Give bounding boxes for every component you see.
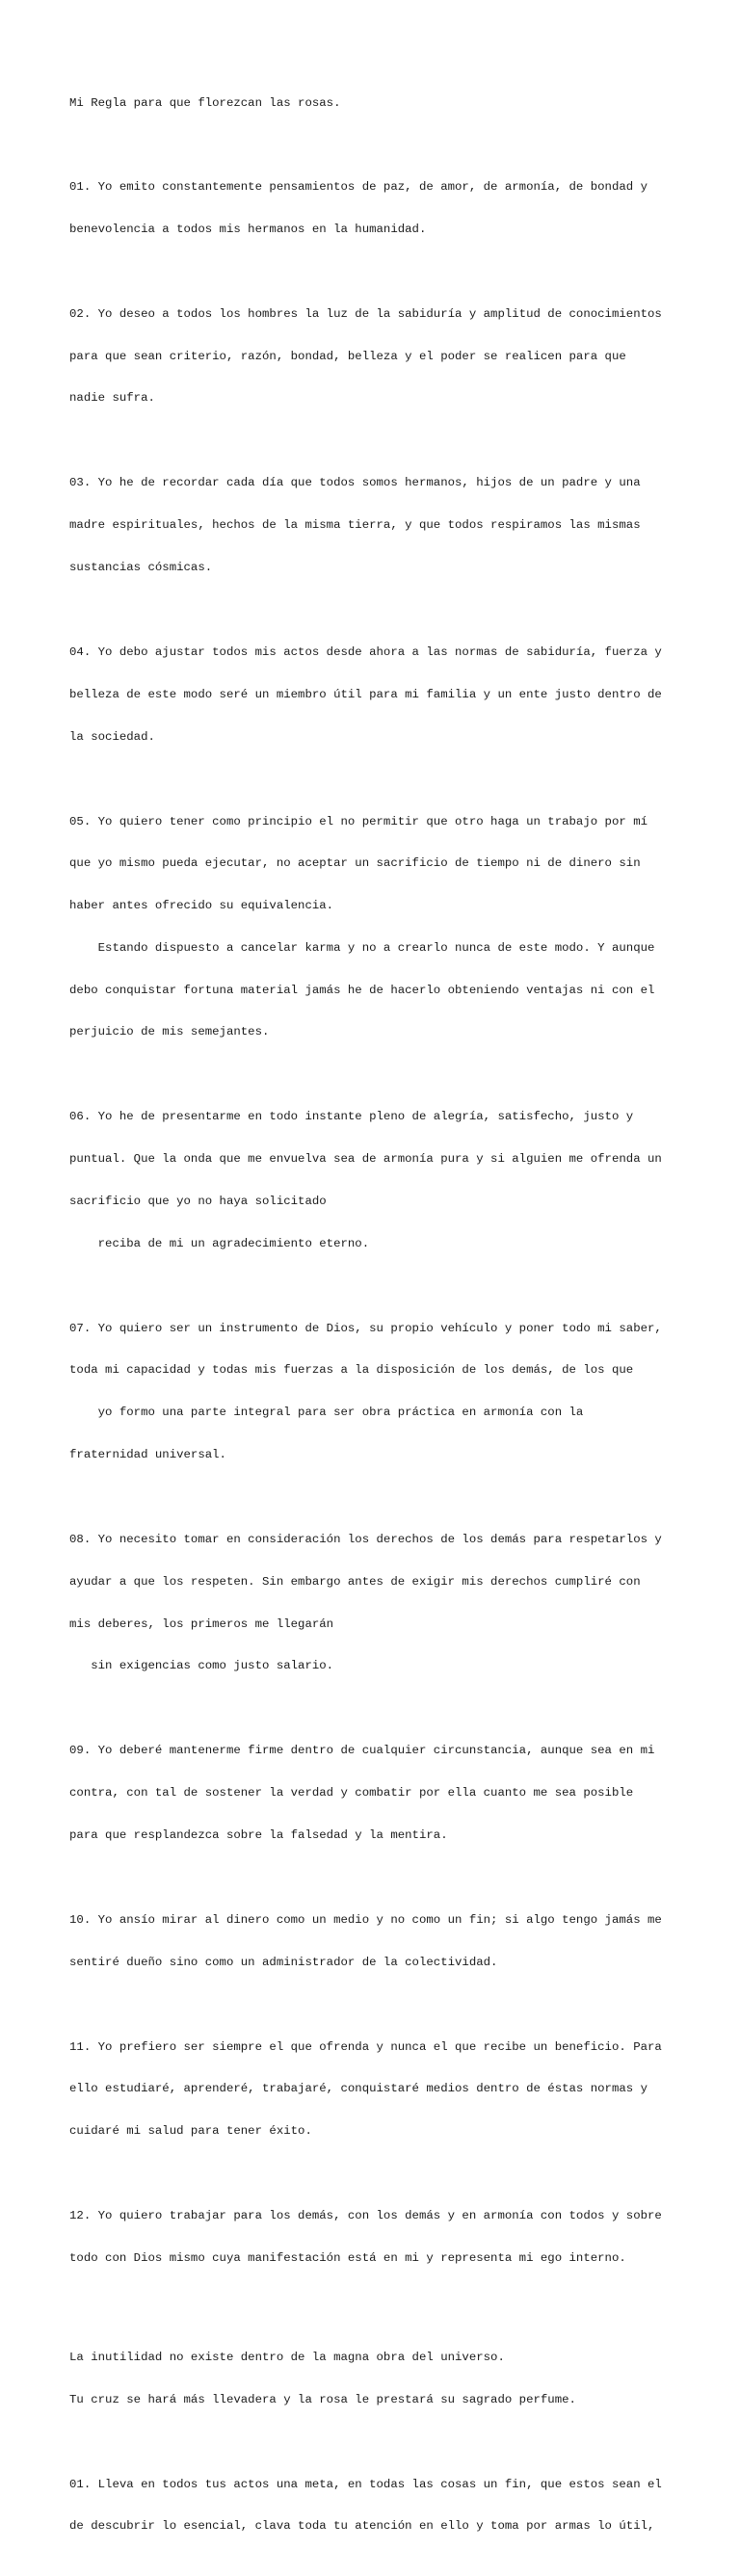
text-line: ello estudiaré, aprenderé, trabajaré, conquistaré medios dentro de éstas normas y <box>69 2082 648 2096</box>
text-line: para que resplandezca sobre la falsedad y la mentira. <box>69 1827 448 1842</box>
text-line: 08. Yo necesito tomar en consideración los derechos de los demás para respetarlos y <box>69 1533 662 1546</box>
text-line: toda mi capacidad y todas mis fuerzas a la disposición de los demás, de los que <box>69 1363 634 1378</box>
text-line: haber antes ofrecido su equivalencia. <box>69 899 334 913</box>
rule-05 <box>69 786 686 1067</box>
text-line: todo con Dios mismo cuya manifestación está en mi y representa mi ego interno. <box>69 2250 626 2265</box>
rule-04 <box>69 618 686 773</box>
text-line: benevolencia a todos mis hermanos en la humanidad. <box>69 222 427 236</box>
text-line: 01. Yo emito constantemente pensamientos de paz, de amor, de armonía, de bondad y <box>69 180 648 195</box>
text-line: 10. Yo ansío mirar al dinero como un medio y no como un fin; si algo tengo jamás me <box>69 1912 662 1927</box>
text-line: Tu cruz se hará más llevadera y la rosa le prestará su sagrado perfume. <box>69 2392 576 2406</box>
rule-07 <box>69 1294 686 1490</box>
text-line: 12. Yo quiero trabajar para los demás, con los demás y en armonía con todos y sobre <box>69 2209 662 2223</box>
text-line: 05. Yo quiero tener como principio el no permitir que otro haga un trabajo por mí <box>69 814 648 828</box>
text-line: La inutilidad no existe dentro de la magna obra del universo. <box>69 2350 505 2364</box>
title-line: Mi Regla para que florezcan las rosas. <box>69 96 341 111</box>
rule-03 <box>69 448 686 603</box>
text-line: Estando dispuesto a cancelar karma y no a crearlo nunca de este modo. Y aunque <box>69 940 655 955</box>
rule-11 <box>69 2011 686 2167</box>
rule-09 <box>69 1716 686 1871</box>
text-line: sustancias cósmicas. <box>69 561 213 574</box>
rule-06 <box>69 1082 686 1278</box>
text-line: madre espirituales, hechos de la misma tierra, y que todos respiramos las mismas <box>69 518 641 533</box>
text-line: belleza de este modo seré un miembro útil para mi familia y un ente justo dentro de <box>69 687 662 701</box>
text-line: sacrificio que yo no haya solicitado <box>69 1194 327 1208</box>
rule-01 <box>69 152 686 265</box>
text-line: 03. Yo he de recordar cada día que todos somos hermanos, hijos de un padre y una <box>69 476 641 490</box>
text-line: ayudar a que los respeten. Sin embargo antes de exigir mis derechos cumpliré con <box>69 1574 641 1589</box>
rule-02 <box>69 279 686 434</box>
document-body <box>69 68 686 2576</box>
text-line: fraternidad universal. <box>69 1448 226 1462</box>
text-line: reciba de mi un agradecimiento eterno. <box>69 1236 370 1250</box>
rule-2-01 <box>69 2449 686 2562</box>
rule-08 <box>69 1505 686 1701</box>
text-line: cuidaré mi salud para tener éxito. <box>69 2124 312 2139</box>
text-line: nadie sufra. <box>69 391 155 406</box>
text-line: que yo mismo pueda ejecutar, no aceptar un sacrificio de tiempo ni de dinero sin <box>69 856 641 871</box>
text-line: 07. Yo quiero ser un instrumento de Dios, su propio vehículo y poner todo mi saber, <box>69 1321 662 1335</box>
rule-12 <box>69 2181 686 2294</box>
text-line: sin exigencias como justo salario. <box>69 1659 334 1673</box>
text-line: yo formo una parte integral para ser obra práctica en armonía con la <box>69 1406 584 1420</box>
text-line: debo conquistar fortuna material jamás he de hacerlo obteniendo ventajas ni con el <box>69 983 655 997</box>
text-line: la sociedad. <box>69 729 155 744</box>
text-line: de descubrir lo esencial, clava toda tu atención en ello y toma por armas lo útil, <box>69 2519 655 2534</box>
text-line: 06. Yo he de presentarme en todo instante pleno de alegría, satisfecho, justo y <box>69 1110 634 1124</box>
text-line: 04. Yo debo ajustar todos mis actos desde ahora a las normas de sabiduría, fuerza y <box>69 644 662 659</box>
text-line: mis deberes, los primeros me llegarán <box>69 1617 334 1631</box>
document-title <box>69 68 686 139</box>
text-line: 01. Lleva en todos tus actos una meta, en todas las cosas un fin, que estos sean el <box>69 2477 662 2491</box>
text-line: contra, con tal de sostener la verdad y combatir por ella cuanto me sea posible <box>69 1786 634 1801</box>
text-line: perjuicio de mis semejantes. <box>69 1025 270 1039</box>
section-intro <box>69 2323 686 2435</box>
text-line: puntual. Que la onda que me envuelva sea de armonía pura y si alguien me ofrenda un <box>69 1152 662 1167</box>
text-line: sentiré dueño sino como un administrador de la colectividad. <box>69 1955 498 1969</box>
rule-10 <box>69 1885 686 1998</box>
text-line: 02. Yo deseo a todos los hombres la luz de la sabiduría y amplitud de conocimientos <box>69 306 662 321</box>
text-line: 09. Yo deberé mantenerme firme dentro de cualquier circunstancia, aunque sea en mi <box>69 1744 655 1758</box>
text-line: 11. Yo prefiero ser siempre el que ofrenda y nunca el que recibe un beneficio. Para <box>69 2039 662 2054</box>
text-line: para que sean criterio, razón, bondad, belleza y el poder se realicen para que <box>69 349 626 363</box>
